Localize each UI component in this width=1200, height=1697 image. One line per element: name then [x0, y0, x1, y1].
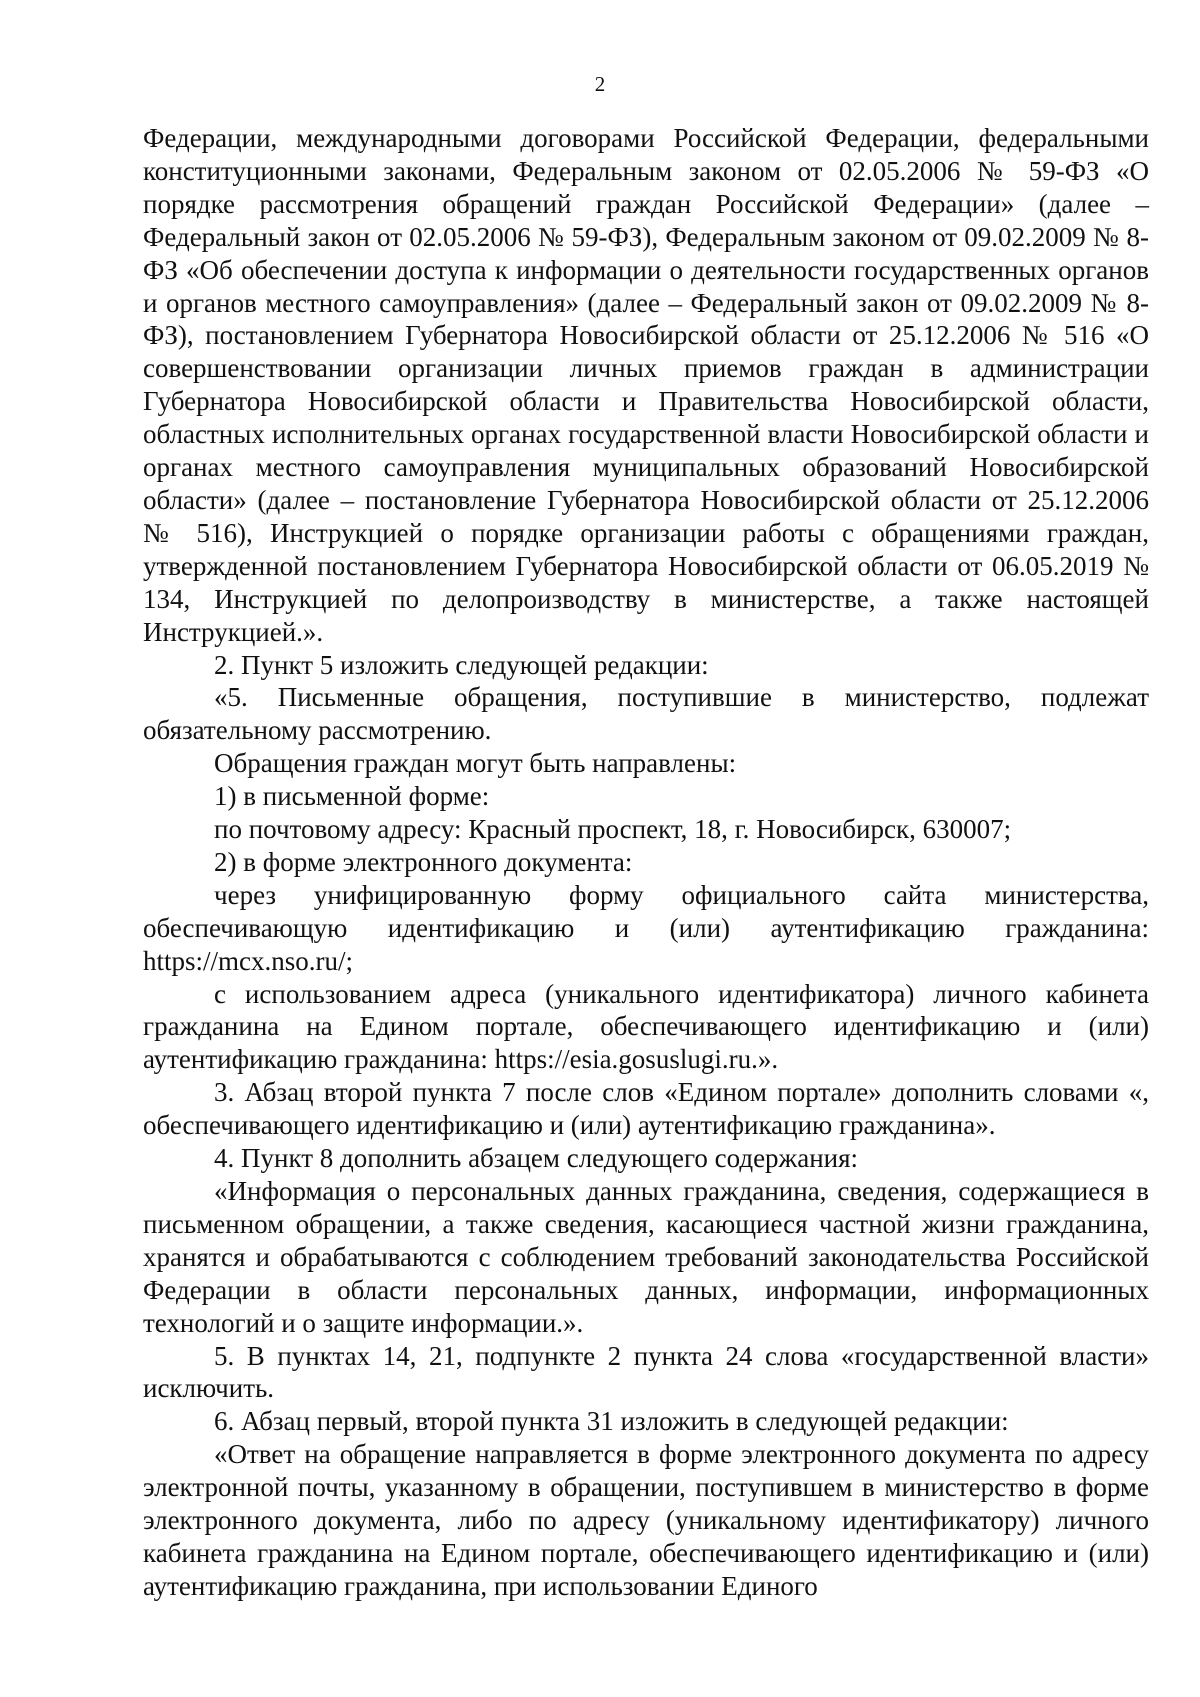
document-paragraph: Федерации, международными договорами Российской Федерации, федеральными конституционными законами, Федеральным законом от 02.05.2006 № 59-ФЗ «О порядке рассмотрения обращений граждан Российской Федерации» (далее – Федеральный закон от 02.05.2006 № 59-ФЗ), Федеральным законом от 09.02.2009 № 8-ФЗ «Об обеспечении доступа к информации о деятельности государственных органов и органов местного самоуправления» (далее – Федеральный закон от 09.02.2009 № 8-ФЗ), постановлением Губернатора Новосибирской области от 25.12.2006 № 516 «О совершенствовании организации личных приемов граждан в администрации Губернатора Новосибирской области и Правительства Новосибирской области, областных исполнительных органах государственной власти Новосибирской области и органах местного самоуправления муниципальных образований Новосибирской области» (далее – постановление Губернатора Новосибирской области от 25.12.2006 № 516), Инструкцией о порядке организации работы с обращениями граждан, утвержденной постановлением Губернатора Новосибирской области от 06.05.2019 № 134, Инструкцией по делопроизводству в министерстве, а также настоящей Инструкцией.».: [143, 123, 1149, 647]
document-paragraph: 6. Абзац первый, второй пункта 31 изложить в следующей редакции:: [214, 1406, 1009, 1437]
document-paragraph: 2) в форме электронного документа:: [214, 846, 633, 877]
document-paragraph: 2. Пункт 5 изложить следующей редакции:: [214, 649, 709, 680]
document-paragraph: Обращения граждан могут быть направлены:: [214, 748, 737, 779]
document-paragraph: 4. Пункт 8 дополнить абзацем следующего содержания:: [214, 1143, 859, 1174]
document-paragraph: по почтовому адресу: Красный проспект, 18, г. Новосибирск, 630007;: [214, 814, 1012, 845]
document-paragraph: «Информация о персональных данных гражданина, сведения, содержащиеся в письменном обращении, а также сведения, касающиеся частной жизни гражданина, хранятся и обрабатываются с соблюдением требований законодательства Российской Федерации в области персональных данных, информации, информационных технологий и о защите информации.».: [143, 1176, 1149, 1338]
document-paragraph: через унифицированную форму официального сайта министерства, обеспечивающую идентификацию и (или) аутентификацию гражданина: https://mcx.nso.ru/;: [143, 879, 1149, 976]
document-paragraph: «Ответ на обращение направляется в форме электронного документа по адресу электронной почты, указанному в обращении, поступившем в министерство в форме электронного документа, либо по адресу (уникальному идентификатору) личного кабинета гражданина на Едином портале, обеспечивающего идентификацию и (или) аутентификацию гражданина, при использовании Единого: [143, 1439, 1149, 1601]
document-paragraph: 1) в письменной форме:: [214, 781, 490, 812]
page-number: 2: [594, 72, 606, 96]
document-paragraph: «5. Письменные обращения, поступившие в министерство, подлежат обязательному рассмотрению.: [143, 682, 1149, 746]
document-paragraph: 3. Абзац второй пункта 7 после слов «Едином портале» дополнить словами «, обеспечивающего идентификацию и (или) аутентификацию гражданина».: [143, 1077, 1149, 1141]
document-paragraph: 5. В пунктах 14, 21, подпункте 2 пункта 24 слова «государственной власти» исключить.: [143, 1340, 1149, 1404]
document-paragraph: с использованием адреса (уникального идентификатора) личного кабинета гражданина на Едином портале, обеспечивающего идентификацию и (или) аутентификацию гражданина: https://esia.gosuslugi.ru.».: [143, 978, 1149, 1075]
document-body: [143, 122, 1149, 1603]
